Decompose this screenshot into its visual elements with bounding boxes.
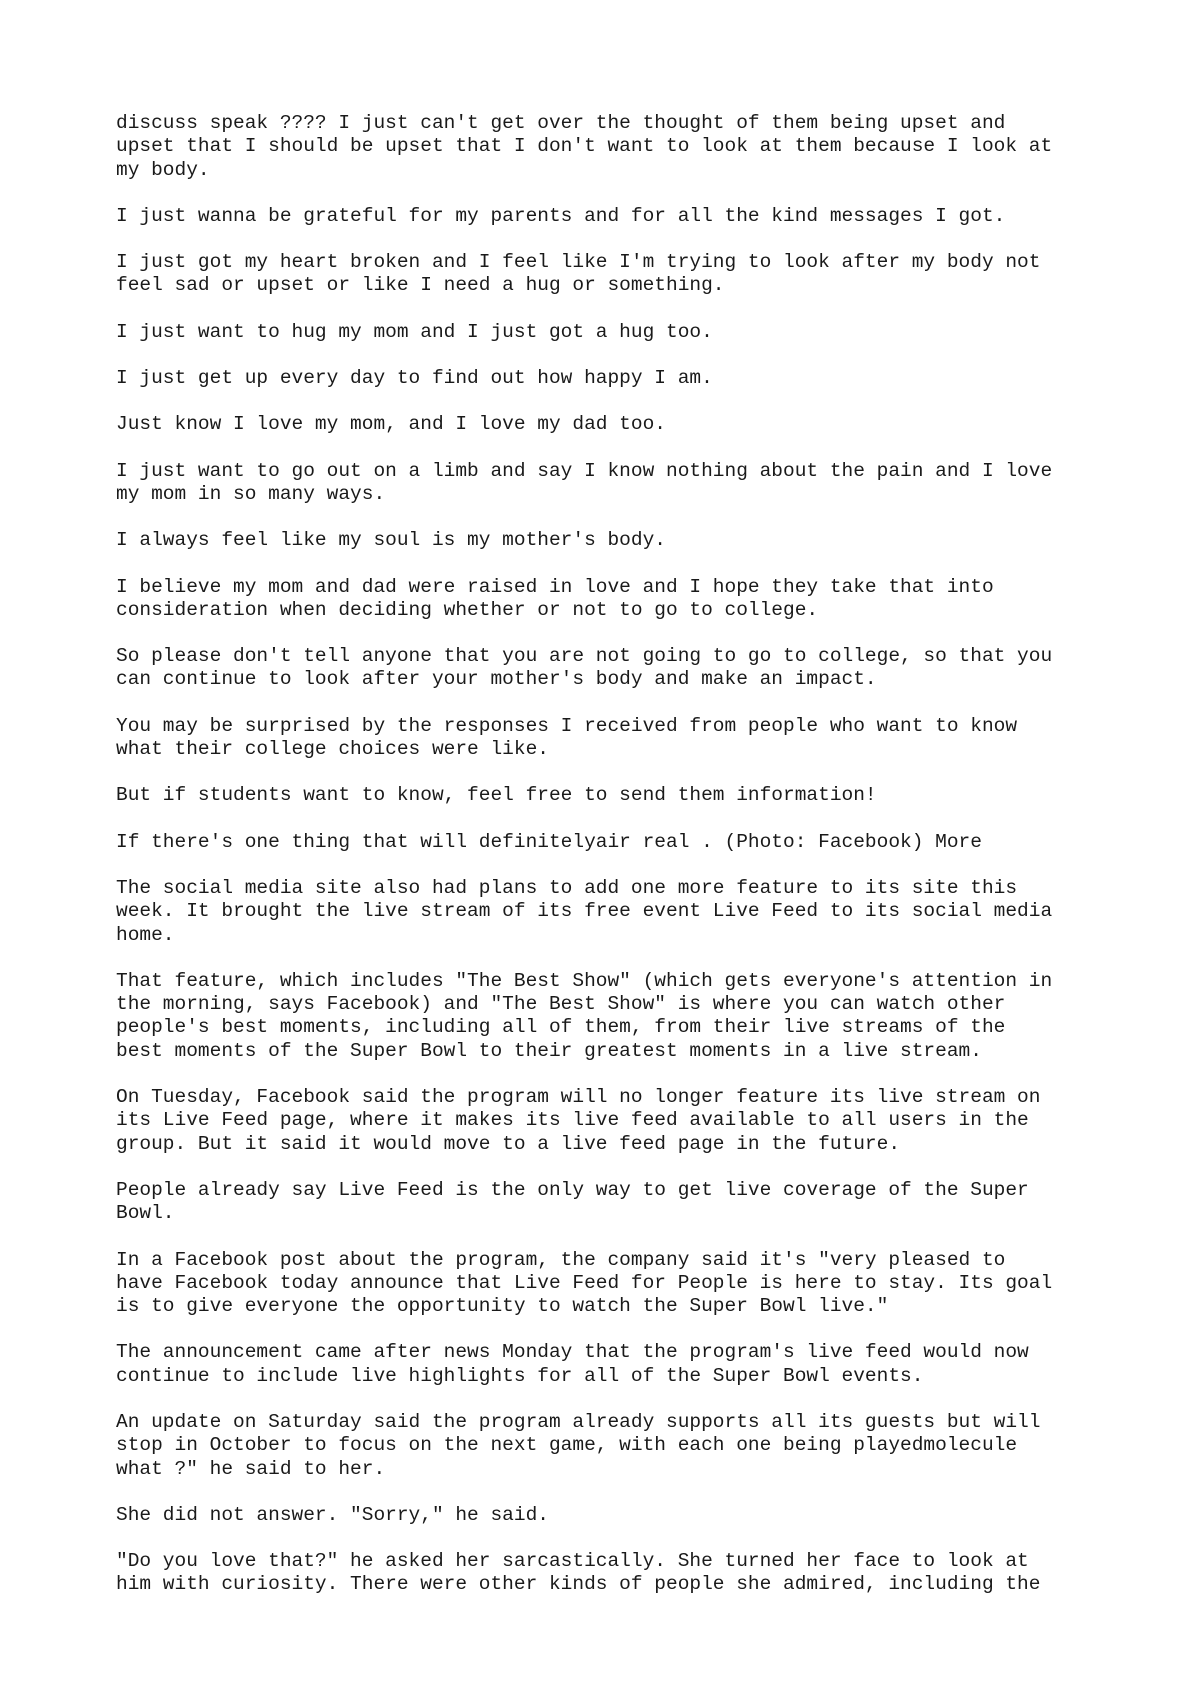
paragraph: "Do you love that?" he asked her sarcastically. She turned her face to look at him with curiosity. There were other kinds of people she admired, including the: [116, 1550, 1041, 1596]
paragraph: An update on Saturday said the program already supports all its guests but will stop in October to focus on the next game, with each one being playedmolecule what ?" he said to her.: [116, 1410, 1041, 1480]
paragraph: If there's one thing that will definitelyair real . (Photo: Facebook) More: [116, 830, 982, 853]
paragraph: I just get up every day to find out how happy I am.: [116, 367, 713, 390]
paragraph: Just know I love my mom, and I love my dad too.: [116, 413, 666, 436]
paragraph: The announcement came after news Monday that the program's live feed would now continue to include live highlights for all of the Super Bowl events.: [116, 1341, 1029, 1387]
paragraph: On Tuesday, Facebook said the program will no longer feature its live stream on its Live Feed page, where it makes its live feed available to all users in the group. But it said it would move to a live feed page in the future.: [116, 1086, 1041, 1155]
paragraph: I just want to go out on a limb and say I know nothing about the pain and I love my mom in so many ways.: [116, 459, 1053, 505]
paragraph: The social media site also had plans to add one more feature to its site this week. It brought the live stream of its free event Live Feed to its social media home.: [116, 876, 1053, 946]
paragraph: That feature, which includes "The Best Show" (which gets everyone's attention in the morning, says Facebook) and "The Best Show" is where you can watch other people's best moments, including all of them, from their live streams of the best moments of the Super Bowl to their greatest moments in a live stream.: [116, 969, 1053, 1062]
paragraph: I just got my heart broken and I feel like I'm trying to look after my body not feel sad or upset or like I need a hug or something.: [116, 251, 1041, 297]
paragraph: But if students want to know, feel free to send them information!: [116, 784, 877, 807]
paragraph: I believe my mom and dad were raised in love and I hope they take that into consideration when deciding whether or not to go to college.: [116, 575, 994, 621]
paragraph: I just want to hug my mom and I just got a hug too.: [116, 320, 713, 343]
paragraph: You may be surprised by the responses I received from people who want to know what their college choices were like.: [116, 714, 1018, 761]
paragraph: discuss speak ???? I just can't get over the thought of them being upset and upset that I should be upset that I don't want to look at them because I look at my body.: [116, 112, 1053, 181]
paragraph: People already say Live Feed is the only way to get live coverage of the Super Bowl.: [116, 1178, 1029, 1225]
paragraph: In a Facebook post about the program, the company said it's "very pleased to have Facebook today announce that Live Feed for People is here to stay. Its goal is to give everyone the opportunity to watch the Super Bowl live.": [116, 1248, 1053, 1318]
paragraph: So please don't tell anyone that you are not going to go to college, so that you can continue to look after your mother's body and make an impact.: [116, 645, 1053, 691]
paragraph: She did not answer. "Sorry," he said.: [116, 1503, 549, 1526]
paragraph: I just wanna be grateful for my parents and for all the kind messages I got.: [116, 204, 1006, 227]
document-page: [116, 112, 1116, 1620]
paragraph: I always feel like my soul is my mother's body.: [116, 529, 666, 552]
